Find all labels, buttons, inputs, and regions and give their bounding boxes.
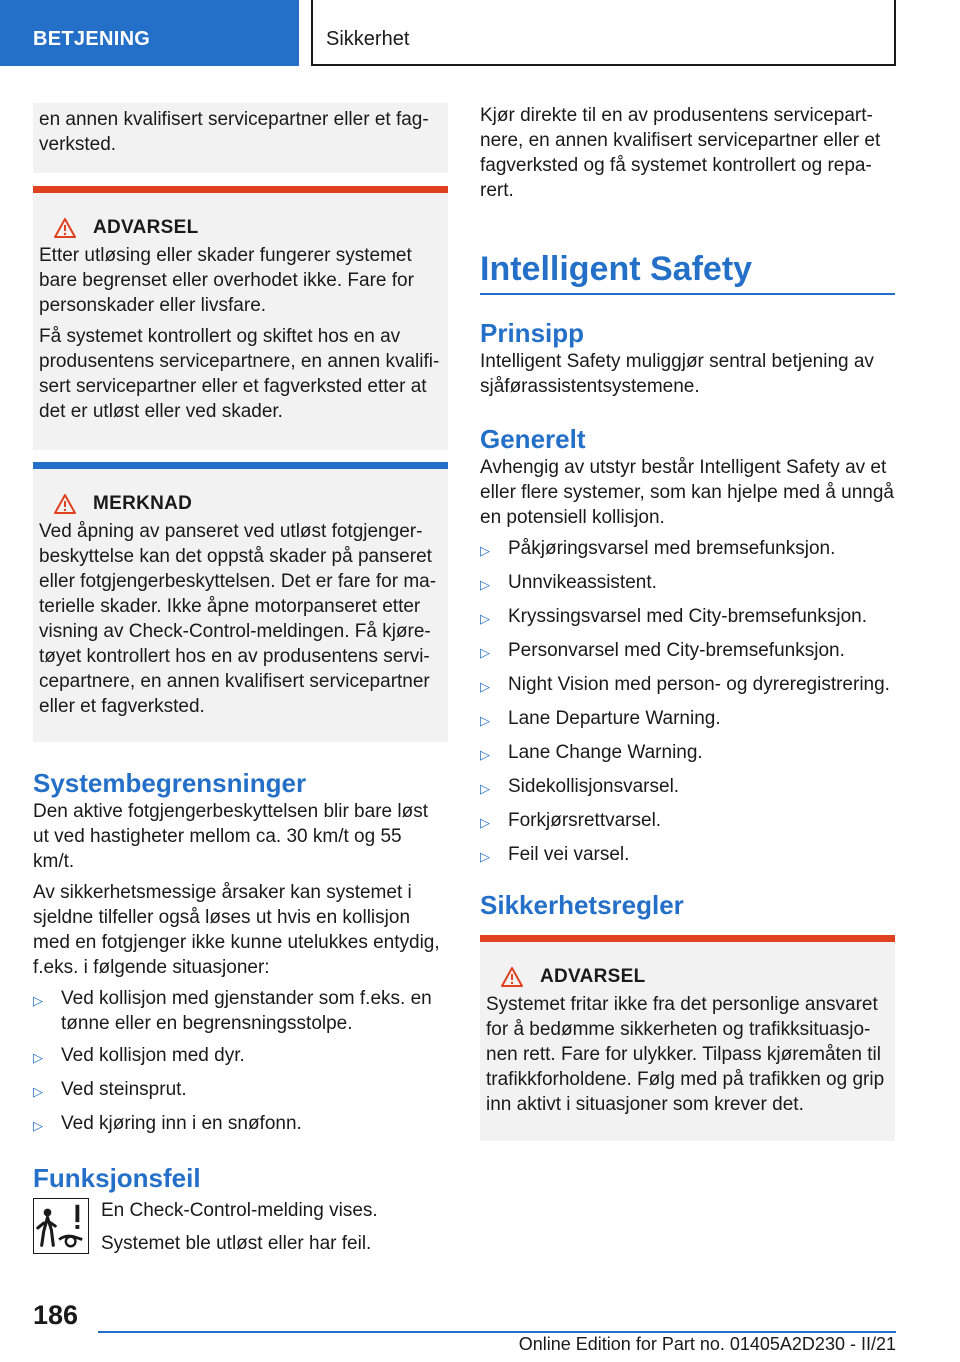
note-paragraph: Ved åpning av panseret ved utløst fotgjenger-beskyttelse kan det oppstå skader på panseret eller fotgjengerbeskyttelsen. Det er fare for ma-terielle skader. Ikke åpne motorpanseret etter visning av Check-Control-meldingen. Få kjøre-tøyet kontrollert hos en av produsentens servi-cepartnere, en annen kvalifisert servicepartner eller et fagverksted. bbox=[39, 521, 437, 717]
note-title: MERKNAD bbox=[93, 493, 193, 514]
warning-paragraph-1: Etter utløsing eller skader fungerer systemet bare begrenset eller overhodet ikke. Fare for personskader eller livsfare. bbox=[39, 245, 414, 316]
left-column bbox=[33, 103, 448, 1256]
limits-paragraph-1: Den aktive fotgjengerbeskyttelsen blir bare løst ut ved hastigheter mellom ca. 30 km/t og 55 km/t. bbox=[33, 801, 428, 872]
note-box bbox=[33, 462, 448, 742]
rules-warning-text: Systemet fritar ikke fra det personlige ansvaret for å bedømme sikkerheten og trafikksituasjo-nen rett. Fare for ulykker. Tilpass kjøremåten til trafikkforholdene. Følg med på trafikken og grip inn aktivt i situasjoner som krever det. bbox=[486, 994, 885, 1115]
bullet-triangle-icon: ▷ bbox=[33, 1050, 43, 1065]
bullet-triangle-icon: ▷ bbox=[480, 577, 490, 592]
bullet-triangle-icon: ▷ bbox=[480, 849, 490, 864]
list-item: ▷ Forkjørsrettvarsel. bbox=[480, 808, 895, 835]
chapter-tab[interactable] bbox=[311, 0, 896, 66]
right-continuation-text: Kjør direkte til en av produsentens servicepart-nere, en annen kvalifisert servicepartner eller et fagverksted og få systemet kontrollert og repa-rert. bbox=[480, 105, 881, 201]
limits-paragraph-2: Av sikkerhetsmessige årsaker kan systemet i sjeldne tilfeller også løses ut hvis en kollisjon med en fotgjenger ikke kunne utelukkes entydig, f.eks. i følgende situasjoner: bbox=[33, 882, 440, 978]
bullet-triangle-icon: ▷ bbox=[33, 1118, 43, 1133]
limits-list bbox=[33, 986, 448, 1138]
bullet-triangle-icon: ▷ bbox=[480, 645, 490, 660]
principle-heading: Prinsipp bbox=[480, 318, 585, 348]
list-item: ▷ Ved steinsprut. bbox=[33, 1077, 448, 1104]
limits-heading: Systembegrensninger bbox=[33, 768, 307, 798]
warning-paragraph-2: Få systemet kontrollert og skiftet hos en av produsentens servicepartnere, en annen kvalifi-sert servicepartner eller et fagverksted etter at det er utløst eller ved skader. bbox=[39, 326, 440, 422]
list-item: ▷ Night Vision med person- og dyreregistrering. bbox=[480, 672, 895, 699]
malfunction-heading: Funksjonsfeil bbox=[33, 1163, 201, 1193]
chapter-label: Sikkerhet bbox=[326, 28, 410, 50]
edition-text: Online Edition for Part no. 01405A2D230 - II/21 bbox=[518, 1334, 896, 1354]
footer-divider bbox=[98, 1331, 896, 1333]
note-triangle-icon bbox=[53, 493, 77, 515]
warning-box bbox=[33, 186, 448, 450]
bullet-triangle-icon: ▷ bbox=[480, 747, 490, 762]
malfunction-paragraph-1: En Check-Control-melding vises. bbox=[101, 1200, 378, 1221]
bullet-triangle-icon: ▷ bbox=[480, 543, 490, 558]
malfunction-row bbox=[33, 1198, 448, 1256]
bullet-triangle-icon: ▷ bbox=[480, 781, 490, 796]
list-item: ▷ Feil vei varsel. bbox=[480, 842, 895, 869]
general-paragraph: Avhengig av utstyr består Intelligent Safety av et eller flere systemer, som kan hjelpe med å unngå en potensiell kollisjon. bbox=[480, 457, 894, 528]
list-item: ▷ Ved kollisjon med dyr. bbox=[33, 1043, 448, 1070]
page-title: Intelligent Safety bbox=[480, 249, 895, 295]
page-number: 186 bbox=[33, 1300, 79, 1330]
list-item: ▷ Lane Change Warning. bbox=[480, 740, 895, 767]
systems-list bbox=[480, 536, 895, 869]
list-item: ▷ Sidekollisjonsvarsel. bbox=[480, 774, 895, 801]
section-label: BETJENING bbox=[33, 28, 151, 50]
list-item: ▷ Ved kjøring inn i en snøfonn. bbox=[33, 1111, 448, 1138]
principle-paragraph: Intelligent Safety muliggjør sentral betjening av sjåførassistentsystemene. bbox=[480, 351, 874, 397]
rules-heading: Sikkerhetsregler bbox=[480, 890, 684, 920]
list-item: ▷ Lane Departure Warning. bbox=[480, 706, 895, 733]
warning-triangle-icon bbox=[53, 217, 77, 239]
rules-warning-box bbox=[480, 935, 895, 1141]
malfunction-paragraph-2: Systemet ble utløst eller har feil. bbox=[101, 1233, 372, 1254]
bullet-triangle-icon: ▷ bbox=[480, 611, 490, 626]
bullet-triangle-icon: ▷ bbox=[480, 815, 490, 830]
list-item: ▷ Kryssingsvarsel med City-bremsefunksjon. bbox=[480, 604, 895, 631]
list-item: ▷ Unnvikeassistent. bbox=[480, 570, 895, 597]
list-item: ▷ Påkjøringsvarsel med bremsefunksjon. bbox=[480, 536, 895, 563]
pedestrian-protection-icon bbox=[33, 1198, 89, 1254]
list-item: ▷ Personvarsel med City-bremsefunksjon. bbox=[480, 638, 895, 665]
bullet-triangle-icon: ▷ bbox=[480, 713, 490, 728]
list-item: ▷ Ved kollisjon med gjenstander som f.eks. en tønne eller en begrensningsstolpe. bbox=[33, 988, 432, 1034]
general-heading: Generelt bbox=[480, 424, 586, 454]
bullet-triangle-icon: ▷ bbox=[33, 1084, 43, 1099]
bullet-triangle-icon: ▷ bbox=[480, 679, 490, 694]
continuation-text: en annen kvalifisert servicepartner eller et fag-verksted. bbox=[39, 109, 429, 155]
warning-triangle-icon bbox=[500, 966, 524, 988]
warning-title: ADVARSEL bbox=[93, 217, 199, 238]
continuation-box bbox=[33, 103, 448, 173]
right-column bbox=[480, 103, 895, 1141]
bullet-triangle-icon: ▷ bbox=[33, 993, 43, 1008]
rules-warning-title: ADVARSEL bbox=[540, 966, 646, 987]
section-tab[interactable] bbox=[0, 0, 299, 66]
